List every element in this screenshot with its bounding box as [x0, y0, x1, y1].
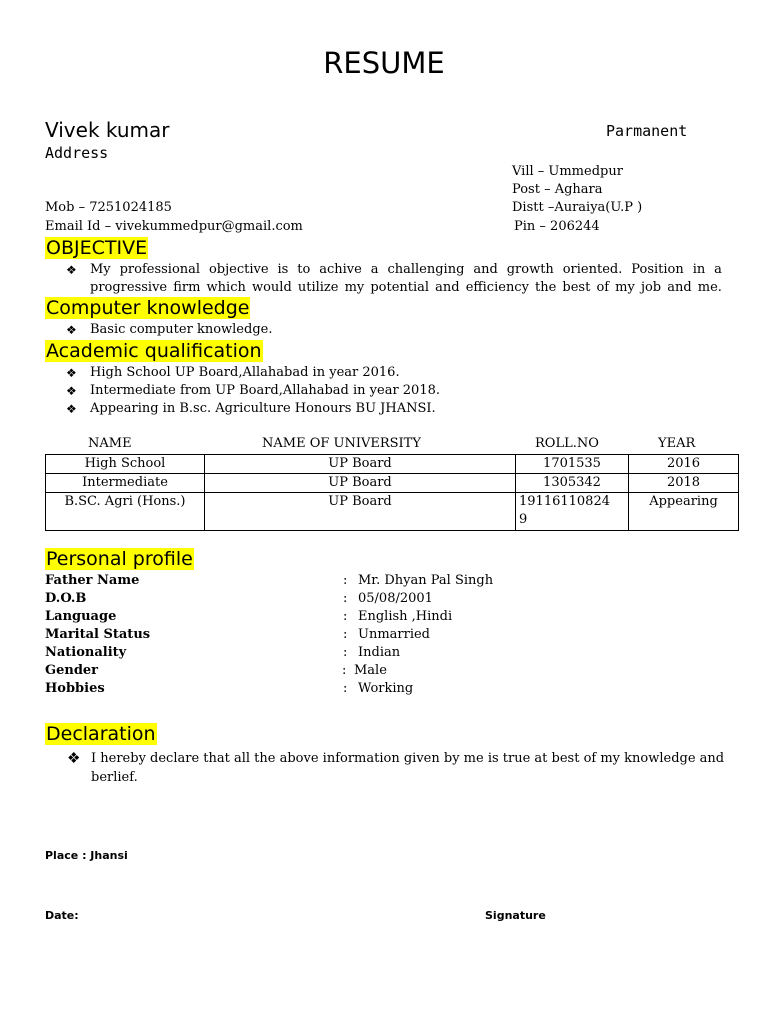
objective-word: the — [535, 280, 557, 295]
bullet-icon: ❖ — [66, 384, 77, 398]
bullet-icon: ❖ — [66, 402, 77, 416]
objective-text — [90, 261, 722, 297]
objective-word: in — [692, 262, 706, 277]
education-table — [45, 454, 739, 531]
profile-label: Language — [45, 609, 117, 624]
bullet-icon: ❖ — [67, 749, 81, 767]
objective-word: utilize — [297, 280, 339, 295]
declaration-text-line-2: berlief. — [91, 770, 138, 785]
objective-word: is — [277, 262, 289, 277]
objective-word: Position — [631, 262, 684, 277]
profile-colon: : — [342, 663, 347, 678]
table-cell: 2016 — [629, 455, 739, 474]
signature-label: Signature — [485, 909, 546, 922]
table-row — [46, 493, 739, 531]
objective-word: my — [615, 280, 635, 295]
objective-word: to — [297, 262, 311, 277]
objective-word: and — [667, 280, 692, 295]
objective-word: would — [251, 280, 292, 295]
table-cell: UP Board — [205, 474, 516, 493]
table-cell: 1305342 — [516, 474, 629, 493]
profile-value: Indian — [358, 645, 401, 660]
address-distt: Distt –Auraiya(U.P ) — [512, 200, 643, 215]
table-header-roll: ROLL.NO — [535, 436, 599, 451]
profile-value: Male — [354, 663, 387, 678]
table-cell — [516, 493, 629, 531]
objective-line-2 — [90, 279, 722, 297]
objective-word: my — [344, 280, 365, 295]
objective-word: efficiency — [465, 280, 529, 295]
table-cell: 1701535 — [516, 455, 629, 474]
objective-line-1 — [90, 261, 722, 279]
objective-word: My — [90, 262, 111, 277]
objective-item — [66, 261, 722, 299]
objective-word: and — [435, 280, 460, 295]
objective-word: professional — [119, 262, 201, 277]
address-post: Post – Aghara — [512, 182, 603, 197]
bullet-icon: ❖ — [66, 323, 77, 337]
objective-word: best — [562, 280, 591, 295]
objective-word: potential — [370, 280, 430, 295]
table-cell: B.SC. Agri (Hons.) — [46, 493, 205, 531]
objective-word: growth — [506, 262, 554, 277]
table-header-year: YEAR — [658, 436, 696, 451]
profile-label: Marital Status — [45, 627, 151, 642]
profile-colon: : — [343, 609, 348, 624]
objective-word: challenging — [387, 262, 465, 277]
profile-value: 05/08/2001 — [358, 591, 433, 606]
objective-word: which — [206, 280, 246, 295]
table-cell: UP Board — [205, 493, 516, 531]
profile-label: D.O.B — [45, 591, 87, 606]
personal-profile-heading: Personal profile — [46, 548, 193, 570]
profile-label: Gender — [45, 663, 99, 678]
academic-item-text: Intermediate from UP Board,Allahabad in year 2018. — [90, 383, 441, 398]
objective-word: objective — [208, 262, 269, 277]
profile-colon: : — [343, 591, 348, 606]
objective-heading: OBJECTIVE — [46, 237, 148, 259]
computer-knowledge-text: Basic computer knowledge. — [90, 322, 273, 337]
table-cell: UP Board — [205, 455, 516, 474]
declaration-heading: Declaration — [46, 723, 156, 745]
declaration-text-line-1: I hereby declare that all the above information given by me is true at best of my knowledge and — [91, 751, 725, 766]
table-cell: Appearing — [629, 493, 739, 531]
page-title: RESUME — [323, 46, 445, 80]
bullet-icon: ❖ — [66, 263, 77, 277]
table-header-name: NAME — [88, 436, 132, 451]
applicant-name: Vivek kumar — [45, 118, 170, 142]
profile-label: Hobbies — [45, 681, 105, 696]
table-cell: 2018 — [629, 474, 739, 493]
table-row — [46, 455, 739, 474]
objective-word: oriented. — [562, 262, 623, 277]
objective-word: me. — [697, 280, 722, 295]
table-cell: Intermediate — [46, 474, 205, 493]
profile-label: Father Name — [45, 573, 140, 588]
profile-colon: : — [343, 681, 348, 696]
objective-word: firm — [173, 280, 201, 295]
roll-number-part: 19116110824 — [519, 494, 610, 509]
computer-knowledge-heading: Computer knowledge — [46, 297, 250, 319]
address-vill: Vill – Ummedpur — [512, 164, 623, 179]
objective-word: and — [473, 262, 498, 277]
bullet-icon: ❖ — [66, 366, 77, 380]
academic-qualification-heading: Academic qualification — [46, 340, 262, 362]
objective-word: achive — [319, 262, 362, 277]
mobile-number: Mob – 7251024185 — [45, 200, 172, 215]
profile-value: Mr. Dhyan Pal Singh — [358, 573, 494, 588]
objective-word: a — [370, 262, 379, 277]
academic-item-text: Appearing in B.sc. Agriculture Honours BU JHANSI. — [90, 401, 436, 416]
place-label: Place : Jhansi — [45, 849, 128, 862]
date-label: Date: — [45, 909, 79, 922]
table-row — [46, 474, 739, 493]
address-label-address: Address — [45, 144, 109, 162]
profile-value: Unmarried — [358, 627, 431, 642]
address-label-permanent: Parmanent — [606, 122, 688, 140]
profile-label: Nationality — [45, 645, 127, 660]
profile-colon: : — [343, 627, 348, 642]
roll-number-wrap: 9 — [519, 512, 528, 527]
academic-item-text: High School UP Board,Allahabad in year 2016. — [90, 365, 400, 380]
profile-value: Working — [358, 681, 414, 696]
profile-colon: : — [343, 573, 348, 588]
objective-word: of — [596, 280, 610, 295]
objective-word: job — [640, 280, 662, 295]
objective-word: a — [714, 262, 722, 277]
objective-word: progressive — [90, 280, 168, 295]
table-cell: High School — [46, 455, 205, 474]
profile-value: English ,Hindi — [358, 609, 453, 624]
email-id: Email Id – vivekummedpur@gmail.com — [45, 219, 303, 234]
profile-colon: : — [343, 645, 348, 660]
address-pin: Pin – 206244 — [514, 219, 600, 234]
table-header-university: NAME OF UNIVERSITY — [262, 436, 421, 451]
